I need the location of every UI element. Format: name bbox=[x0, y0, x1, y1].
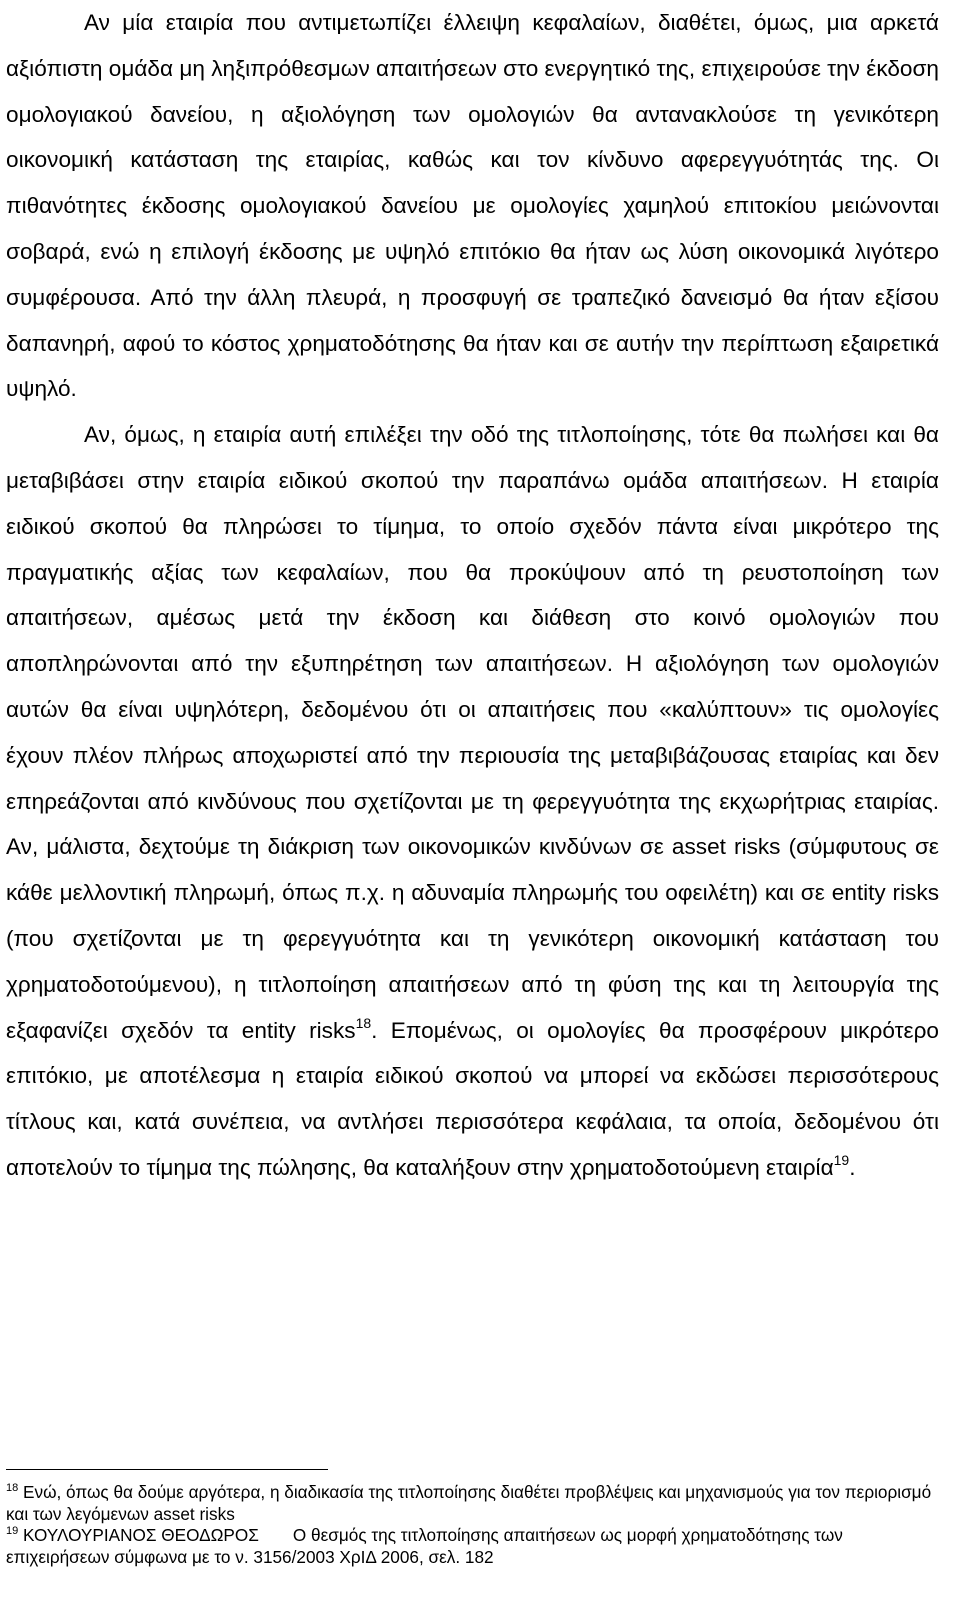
footnote-18-text: Ενώ, όπως θα δούμε αργότερα, η διαδικασία της τιτλοποίησης διαθέτει προβλέψεις και μηχανισμούς για τον περιορισμό και των λεγόμενων asset risks bbox=[6, 1482, 932, 1524]
footnote-19 bbox=[6, 1525, 936, 1568]
paragraph-2-text-part-2: . Επομένως, οι ομολογίες θα προσφέρουν μικρότερο επιτόκιο, με αποτέλεσμα η εταιρία ειδικού σκοπού να μπορεί να εκδώσει περισσότερους τίτλους και, κατά συνέπεια, να αντλήσει περισσότερα κεφάλαια, τα οποία, δεδομένου ότι αποτελούν το τίμημα της πώλησης, θα καταλήξουν στην χρηματοδοτούμενη εταιρία bbox=[6, 1017, 939, 1180]
footnote-number-18: 18 bbox=[6, 1482, 19, 1494]
footnote-19-text: Ο θεσμός της τιτλοποίησης απαιτήσεων ως μορφή χρηματοδότησης των επιχειρήσεων σύμφωνα με το ν. 3156/2003 ΧρΙΔ 2006, σελ. 182 bbox=[6, 1525, 843, 1567]
body-text bbox=[6, 0, 939, 1191]
footnote-separator bbox=[6, 1469, 328, 1470]
paragraph-1 bbox=[6, 0, 939, 412]
footnotes bbox=[6, 1482, 936, 1568]
paragraph-1-text: Αν μία εταιρία που αντιμετωπίζει έλλειψη κεφαλαίων, διαθέτει, όμως, μια αρκετά αξιόπιστη ομάδα μη ληξιπρόθεσμων απαιτήσεων στο ενεργητικό της, επιχειρούσε την έκδοση ομολογιακού δανείου, η αξιολόγηση των ομολογιών θα αντανακλούσε τη γενικότερη οικονομική κατάσταση της εταιρίας, καθώς και τον κίνδυνο αφερεγγυότητάς της. Οι πιθανότητες έκδοσης ομολογιακού δανείου με ομολογίες χαμηλού επιτοκίου μειώνονται σοβαρά, ενώ η επιλογή έκδοσης με υψηλό επιτόκιο θα ήταν ως λύση οικονομικά λιγότερο συμφέρουσα. Από την άλλη πλευρά, η προσφυγή σε τραπεζικό δανεισμό θα ήταν εξίσου δαπανηρή, αφού το κόστος χρηματοδότησης θα ήταν και σε αυτήν την περίπτωση εξαιρετικά υψηλό. bbox=[6, 10, 939, 402]
footnote-ref-18[interactable]: 18 bbox=[355, 1014, 372, 1031]
paragraph-2 bbox=[6, 412, 939, 1191]
paragraph-2-text-part-1: Αν, όμως, η εταιρία αυτή επιλέξει την οδό της τιτλοποίησης, τότε θα πωλήσει και θα μεταβιβάσει στην εταιρία ειδικού σκοπού την παραπάνω ομάδα απαιτήσεων. Η εταιρία ειδικού σκοπού θα πληρώσει το τίμημα, το οποίο σχεδόν πάντα είναι μικρότερο της πραγματικής αξίας των κεφαλαίων, που θα προκύψουν από τη ρευστοποίηση των απαιτήσεων, αμέσως μετά την έκδοση και διάθεση στο κοινό ομολογιών που αποπληρώνονται από την εξυπηρέτηση των απαιτήσεων. Η αξιολόγηση των ομολογιών αυτών θα είναι υψηλότερη, δεδομένου ότι οι απαιτήσεις που «καλύπτουν» τις ομολογίες έχουν πλέον πλήρως αποχωριστεί από την περιουσία της μεταβιβάζουσας εταιρίας και δεν επηρεάζονται από κινδύνους που σχετίζονται με τη φερεγγυότητα της εκχωρήτριας εταιρίας. Αν, μάλιστα, δεχτούμε τη διάκριση των οικονομικών κινδύνων σε asset risks (σύμφυτους σε κάθε μελλοντική πληρωμή, όπως π.χ. η αδυναμία πληρωμής του οφειλέτη) και σε entity risks (που σχετίζονται με τη φερεγγυότητα και τη γενικότερη οικονομική κατάσταση του χρηματοδοτούμενου), η τιτλοποίηση απαιτήσεων από τη φύση της και τη λειτουργία της εξαφανίζει σχεδόν τα entity risks bbox=[6, 422, 939, 1043]
footnote-number-19: 19 bbox=[6, 1525, 19, 1537]
footnote-18 bbox=[6, 1482, 936, 1525]
footnote-19-author: ΚΟΥΛΟΥΡΙΑΝΟΣ ΘΕΟΔΩΡΟΣ bbox=[23, 1525, 259, 1545]
paragraph-2-text-part-3: . bbox=[849, 1154, 856, 1180]
footnote-ref-19[interactable]: 19 bbox=[833, 1151, 850, 1168]
